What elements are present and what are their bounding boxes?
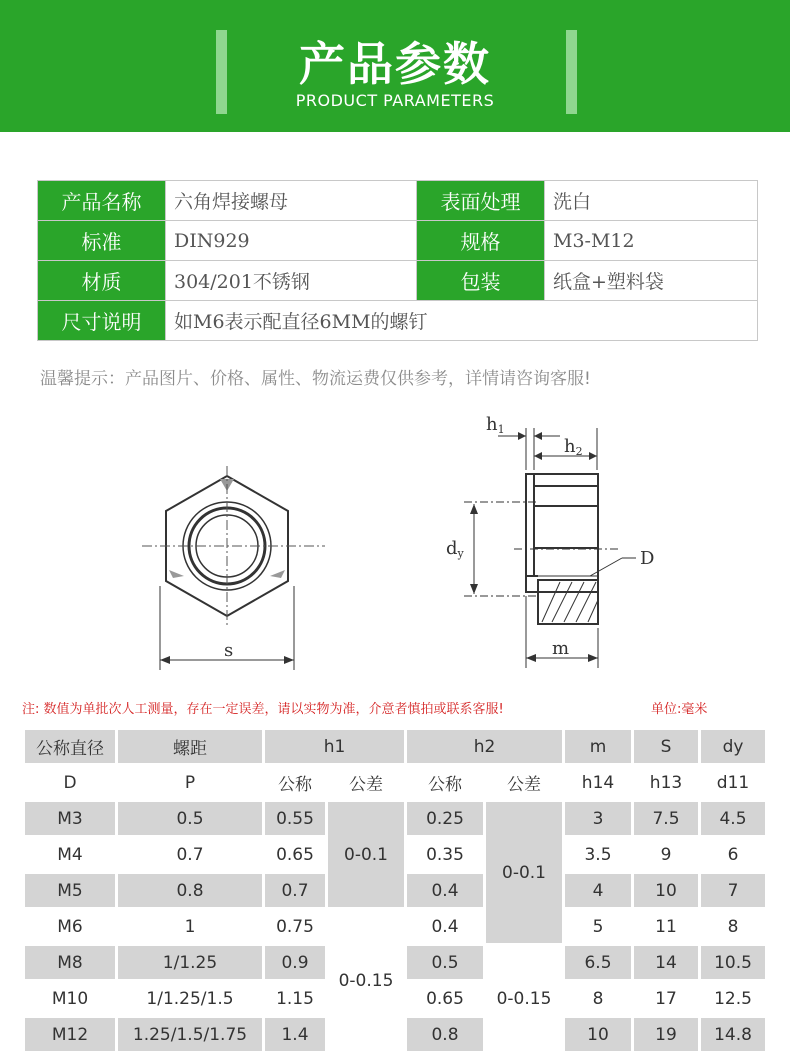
spec-header-cell: h14 (565, 766, 631, 799)
page-title: 产品参数 (299, 37, 491, 91)
spec-header-cell: h13 (634, 766, 698, 799)
dim-s-label: s (224, 640, 234, 661)
info-key: 尺寸说明 (38, 301, 166, 341)
cell-h1: 1.4 (265, 1018, 325, 1051)
info-key: 标准 (38, 221, 166, 261)
cell-s: 7.5 (634, 802, 698, 835)
cell-s: 10 (634, 874, 698, 907)
cell-dy: 10.5 (701, 946, 765, 979)
dim-m-label: m (552, 638, 570, 659)
spec-header-cell: h2 (407, 730, 562, 763)
info-value: M3-M12 (545, 221, 758, 261)
cell-h2-tolerance: 0-0.15 (486, 946, 562, 1051)
info-key: 材质 (38, 261, 166, 301)
spec-header-cell: 螺距 (118, 730, 262, 763)
cell-m: 8 (565, 982, 631, 1015)
spec-header-cell: D (25, 766, 115, 799)
spec-header-cell: S (634, 730, 698, 763)
info-row (38, 221, 758, 261)
info-value: 如M6表示配直径6MM的螺钉 (166, 301, 758, 341)
side-view-drawing (440, 400, 680, 680)
spec-header-cell: 公称 (265, 766, 325, 799)
cell-h2: 0.35 (407, 838, 483, 871)
cell-dy: 8 (701, 910, 765, 943)
unit-note: 单位:毫米 (651, 702, 708, 717)
cell-m: 3.5 (565, 838, 631, 871)
cell-m: 6.5 (565, 946, 631, 979)
cell-s: 14 (634, 946, 698, 979)
info-value: 六角焊接螺母 (166, 181, 417, 221)
spec-table (22, 727, 768, 1054)
info-value: DIN929 (166, 221, 417, 261)
spec-header-cell: 公差 (486, 766, 562, 799)
info-key: 产品名称 (38, 181, 166, 221)
info-value: 纸盒+塑料袋 (545, 261, 758, 301)
cell-d: M10 (25, 982, 115, 1015)
spec-row (25, 802, 765, 835)
cell-s: 11 (634, 910, 698, 943)
cell-d: M12 (25, 1018, 115, 1051)
front-view-drawing (140, 400, 340, 680)
cell-s: 19 (634, 1018, 698, 1051)
cell-p: 0.7 (118, 838, 262, 871)
info-key: 包装 (417, 261, 545, 301)
dim-dy-label: dy (446, 538, 464, 560)
cell-p: 1 (118, 910, 262, 943)
cell-h2: 0.5 (407, 946, 483, 979)
cell-m: 10 (565, 1018, 631, 1051)
spec-subheader-row (25, 766, 765, 799)
page-subtitle: PRODUCT PARAMETERS (295, 91, 495, 110)
spec-row (25, 910, 765, 943)
cell-m: 3 (565, 802, 631, 835)
cell-p: 0.8 (118, 874, 262, 907)
cell-p: 0.5 (118, 802, 262, 835)
info-value: 洗白 (545, 181, 758, 221)
spec-header-cell: 公称 (407, 766, 483, 799)
cell-d: M4 (25, 838, 115, 871)
cell-s: 17 (634, 982, 698, 1015)
dim-h1-label: h1 (486, 414, 505, 436)
cell-h2: 0.4 (407, 874, 483, 907)
cell-p: 1.25/1.5/1.75 (118, 1018, 262, 1051)
cell-h2: 0.4 (407, 910, 483, 943)
cell-dy: 4.5 (701, 802, 765, 835)
cell-h1: 1.15 (265, 982, 325, 1015)
measurement-note: 注: 数值为单批次人工测量，存在一定误差，请以实物为准，介意者慎拍或联系客服! (22, 702, 504, 717)
cell-h2: 0.8 (407, 1018, 483, 1051)
cell-h1-tolerance: 0-0.15 (328, 910, 404, 1051)
spec-header-cell: d11 (701, 766, 765, 799)
info-row (38, 181, 758, 221)
spec-header-row (25, 730, 765, 763)
spec-header-cell: h1 (265, 730, 404, 763)
dim-D-label: D (640, 548, 655, 569)
cell-h1: 0.75 (265, 910, 325, 943)
cell-h1: 0.55 (265, 802, 325, 835)
header-banner (0, 0, 790, 132)
dim-h2-label: h2 (564, 436, 583, 458)
product-info-table (37, 180, 758, 341)
cell-d: M3 (25, 802, 115, 835)
spec-header-cell: 公称直径 (25, 730, 115, 763)
spec-header-cell: dy (701, 730, 765, 763)
cell-h2: 0.25 (407, 802, 483, 835)
cell-d: M5 (25, 874, 115, 907)
info-row (38, 261, 758, 301)
info-key: 规格 (417, 221, 545, 261)
cell-m: 5 (565, 910, 631, 943)
cell-h1: 0.9 (265, 946, 325, 979)
cell-dy: 7 (701, 874, 765, 907)
info-value: 304/201不锈钢 (166, 261, 417, 301)
info-row (38, 301, 758, 341)
spec-header-cell: 公差 (328, 766, 404, 799)
cell-dy: 12.5 (701, 982, 765, 1015)
cell-s: 9 (634, 838, 698, 871)
cell-d: M8 (25, 946, 115, 979)
cell-dy: 14.8 (701, 1018, 765, 1051)
cell-h2: 0.65 (407, 982, 483, 1015)
cell-d: M6 (25, 910, 115, 943)
cell-h1: 0.7 (265, 874, 325, 907)
spec-header-cell: m (565, 730, 631, 763)
cell-h1: 0.65 (265, 838, 325, 871)
spec-header-cell: P (118, 766, 262, 799)
tip-text: 温馨提示：产品图片、价格、属性、物流运费仅供参考，详情请咨询客服! (40, 369, 591, 389)
cell-p: 1/1.25/1.5 (118, 982, 262, 1015)
cell-h1-tolerance: 0-0.1 (328, 802, 404, 907)
cell-p: 1/1.25 (118, 946, 262, 979)
cell-dy: 6 (701, 838, 765, 871)
cell-h2-tolerance: 0-0.1 (486, 802, 562, 943)
info-key: 表面处理 (417, 181, 545, 221)
cell-m: 4 (565, 874, 631, 907)
